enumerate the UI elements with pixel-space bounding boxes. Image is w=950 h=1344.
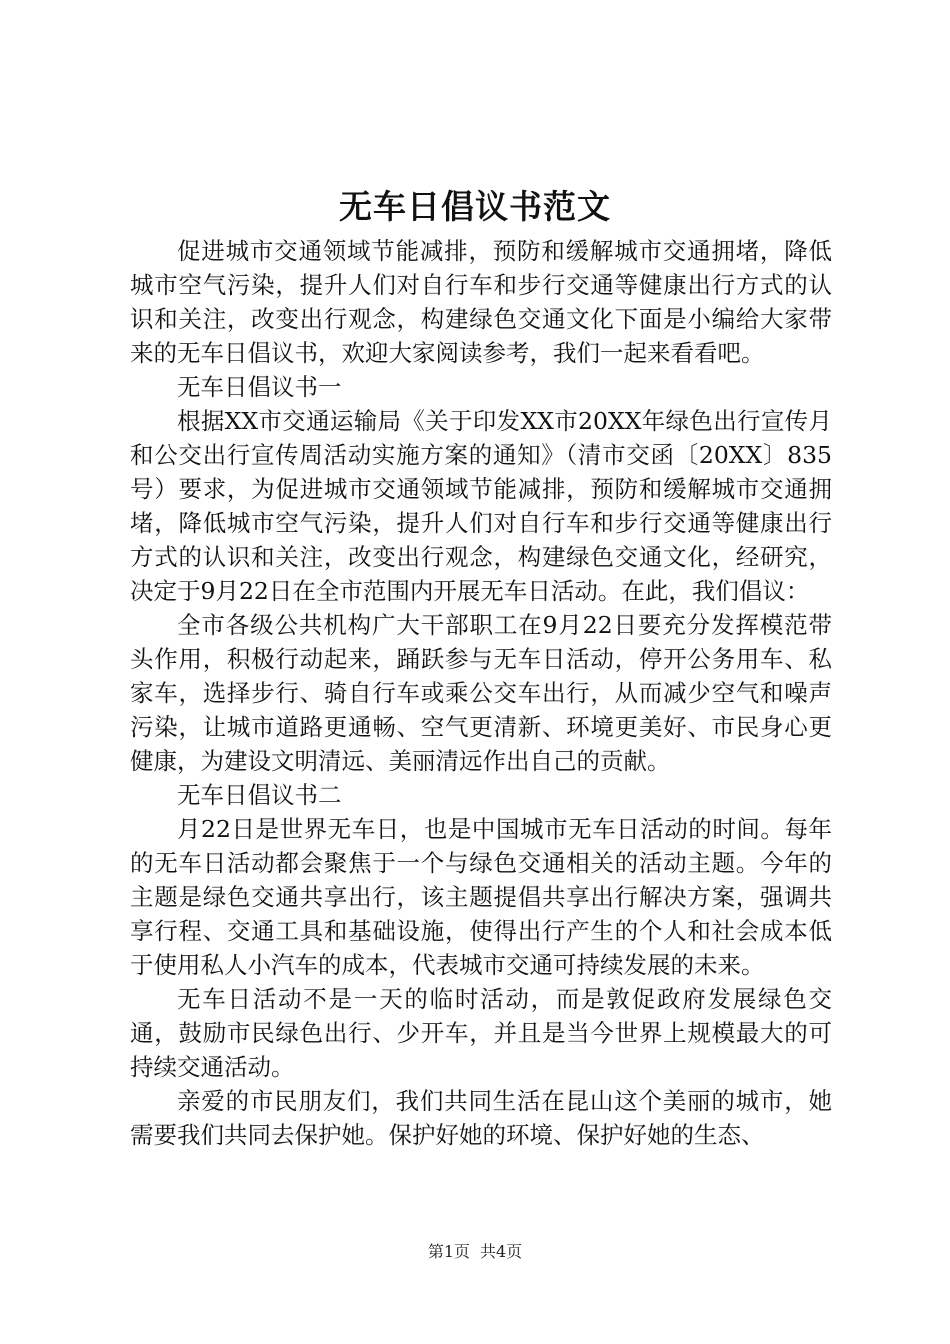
intro-paragraph: 促进城市交通领域节能减排，预防和缓解城市交通拥堵，降低城市空气污染，提升人们对自行车和步行交通等健康出行方式的认识和关注，改变出行观念，构建绿色交通文化下面是小编给大家带来的无车日倡议书，欢迎大家阅读参考，我们一起来看看吧。 xyxy=(130,237,832,367)
body-paragraph: 全市各级公共机构广大干部职工在9月22日要充分发挥模范带头作用，积极行动起来，踊跃参与无车日活动，停开公务用车、私家车，选择步行、骑自行车或乘公交车出行，从而减少空气和噪声污染，让城市道路更通畅、空气更清新、环境更美好、市民身心更健康，为建设文明清远、美丽清远作出自己的贡献。 xyxy=(130,611,832,775)
document-title: 无车日倡议书范文 xyxy=(339,187,611,226)
body-paragraph: 月22日是世界无车日，也是中国城市无车日活动的时间。每年的无车日活动都会聚焦于一个与绿色交通相关的活动主题。今年的主题是绿色交通共享出行，该主题提倡共享出行解决方案，强调共享行程、交通工具和基础设施，使得出行产生的个人和社会成本低于使用私人小汽车的成本，代表城市交通可持续发展的未来。 xyxy=(130,815,832,979)
page-footer xyxy=(0,1242,950,1262)
section-heading-2: 无车日倡议书二 xyxy=(177,781,342,809)
body-paragraph: 根据XX市交通运输局《关于印发XX市20XX年绿色出行宣传月和公交出行宣传周活动实施方案的通知》（清市交函〔20XX〕835号）要求，为促进城市交通领域节能减排，预防和缓解城市交通拥堵，降低城市空气污染，提升人们对自行车和步行交通等健康出行方式的认识和关注，改变出行观念，构建绿色交通文化，经研究，决定于9月22日在全市范围内开展无车日活动。在此，我们倡议： xyxy=(130,407,832,605)
document-body xyxy=(130,234,832,1152)
section-heading-1: 无车日倡议书一 xyxy=(177,373,342,401)
page-number: 第1页 xyxy=(427,1242,470,1261)
body-paragraph: 无车日活动不是一天的临时活动，而是敦促政府发展绿色交通，鼓励市民绿色出行、少开车，并且是当今世界上规模最大的可持续交通活动。 xyxy=(130,985,832,1081)
body-paragraph: 亲爱的市民朋友们，我们共同生活在昆山这个美丽的城市，她需要我们共同去保护她。保护好她的环境、保护好她的生态、 xyxy=(130,1087,832,1149)
page-total: 共4页 xyxy=(480,1242,523,1261)
